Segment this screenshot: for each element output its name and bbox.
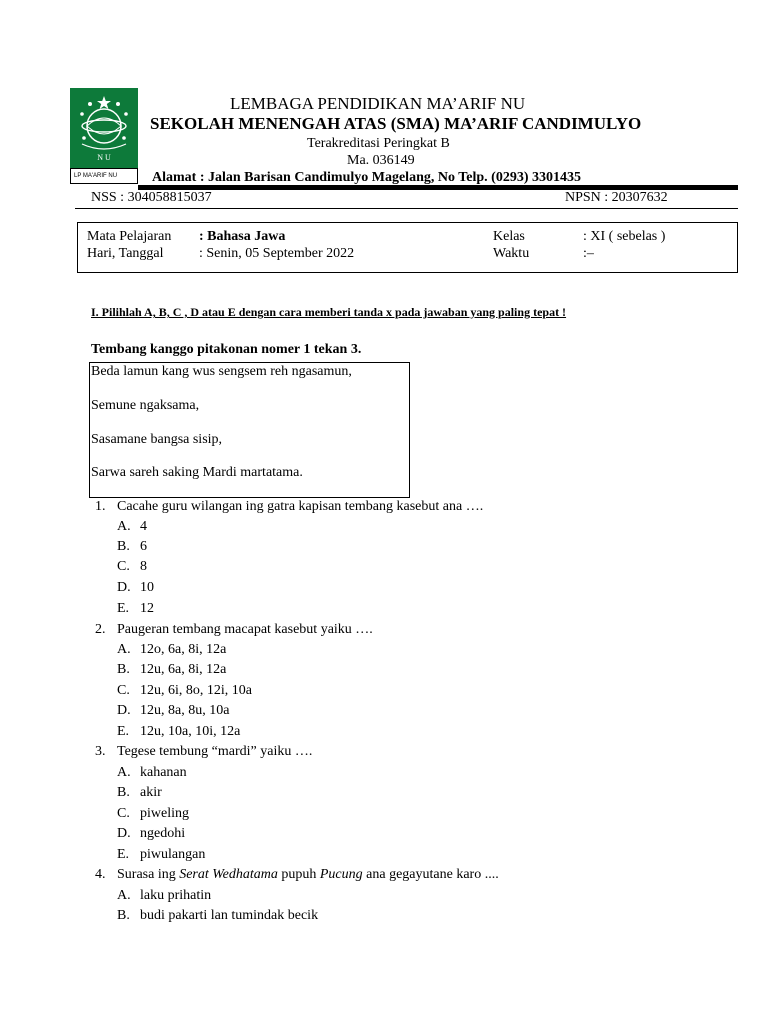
option-text: 6 xyxy=(140,539,147,554)
class-value: : XI ( sebelas ) xyxy=(583,229,666,244)
nu-emblem xyxy=(70,88,138,168)
option-letter: C. xyxy=(117,683,130,698)
option-letter: B. xyxy=(117,785,130,800)
tembang-title: Tembang kanggo pitakonan nomer 1 tekan 3. xyxy=(91,342,362,357)
question-text-italic: Pucung xyxy=(319,867,363,882)
logo-emblem-text: N U xyxy=(97,153,111,162)
option-letter: A. xyxy=(117,642,131,657)
option-letter: C. xyxy=(117,559,130,574)
option-text: 12u, 6a, 8i, 12a xyxy=(140,662,227,677)
school-logo xyxy=(70,88,138,184)
option-text: laku prihatin xyxy=(140,888,212,903)
poem-line: Semune ngaksama, xyxy=(91,398,200,413)
option-letter: A. xyxy=(117,519,131,534)
option-text: 12u, 8a, 8u, 10a xyxy=(140,703,230,718)
poem-line: Beda lamun kang wus sengsem reh ngasamun, xyxy=(91,364,352,379)
option-letter: B. xyxy=(117,908,130,923)
option-letter: E. xyxy=(117,724,130,739)
option-text: 10 xyxy=(140,580,154,595)
option-text: piwulangan xyxy=(140,847,206,862)
option-letter: E. xyxy=(117,847,130,862)
option-text: 4 xyxy=(140,519,147,534)
date-label: Hari, Tanggal xyxy=(87,246,164,261)
school-address: Alamat : Jalan Barisan Candimulyo Magelang, No Telp. (0293) 3301435 xyxy=(152,170,581,185)
question-number: 4. xyxy=(95,867,106,882)
question-text: Cacahe guru wilangan ing gatra kapisan tembang kasebut ana …. xyxy=(117,499,484,514)
option-letter: E. xyxy=(117,601,130,616)
poem-line: Sasamane bangsa sisip, xyxy=(91,432,223,447)
logo-label: LP MA'ARIF NU xyxy=(70,168,138,184)
header-underline xyxy=(75,208,738,209)
accreditation: Terakreditasi Peringkat B xyxy=(307,136,450,151)
option-text: ngedohi xyxy=(140,826,186,841)
option-letter: D. xyxy=(117,703,131,718)
nss-number: NSS : 304058815037 xyxy=(91,190,212,205)
question-text-part: Surasa ing xyxy=(117,867,180,882)
nu-emblem-icon xyxy=(70,88,138,168)
option-text: 8 xyxy=(140,559,147,574)
subject-label: Mata Pelajaran xyxy=(87,229,172,244)
section-instruction: I. Pilihlah A, B, C , D atau E dengan cara memberi tanda x pada jawaban yang paling tepat ! xyxy=(91,305,567,319)
question-text: Paugeran tembang macapat kasebut yaiku …. xyxy=(117,622,373,637)
institution-name: LEMBAGA PENDIDIKAN MA’ARIF NU xyxy=(230,94,526,113)
school-name: SEKOLAH MENENGAH ATAS (SMA) MA’ARIF CANDIMULYO xyxy=(150,114,642,133)
option-text: 12u, 10a, 10i, 12a xyxy=(140,724,241,739)
option-text: akir xyxy=(140,785,162,800)
option-text: 12u, 6i, 8o, 12i, 10a xyxy=(140,683,252,698)
option-text: kahanan xyxy=(140,765,187,780)
option-letter: B. xyxy=(117,539,130,554)
option-letter: D. xyxy=(117,826,131,841)
poem-line: Sarwa sareh saking Mardi martatama. xyxy=(91,465,303,480)
option-letter: A. xyxy=(117,765,131,780)
question-number: 1. xyxy=(95,499,106,514)
question-number: 2. xyxy=(95,622,106,637)
option-text: piweling xyxy=(140,806,189,821)
registration-number: Ma. 036149 xyxy=(347,153,415,168)
date-value: : Senin, 05 September 2022 xyxy=(199,246,355,261)
question-number: 3. xyxy=(95,744,106,759)
question-text: Tegese tembung “mardi” yaiku …. xyxy=(117,744,313,759)
subject-value: : Bahasa Jawa xyxy=(199,229,286,244)
option-text: 12 xyxy=(140,601,154,616)
option-text: budi pakarti lan tumindak becik xyxy=(140,908,319,923)
question-text-part: ana gegayutane karo .... xyxy=(362,867,499,882)
option-letter: A. xyxy=(117,888,131,903)
question-text xyxy=(117,867,499,883)
class-label: Kelas xyxy=(493,229,525,244)
option-letter: C. xyxy=(117,806,130,821)
option-text: 12o, 6a, 8i, 12a xyxy=(140,642,227,657)
option-letter: B. xyxy=(117,662,130,677)
time-value: :– xyxy=(583,246,594,261)
option-letter: D. xyxy=(117,580,131,595)
time-label: Waktu xyxy=(493,246,530,261)
npsn-number: NPSN : 20307632 xyxy=(565,190,668,205)
question-text-italic: Serat Wedhatama xyxy=(179,867,278,882)
question-text-part: pupuh xyxy=(277,867,320,882)
